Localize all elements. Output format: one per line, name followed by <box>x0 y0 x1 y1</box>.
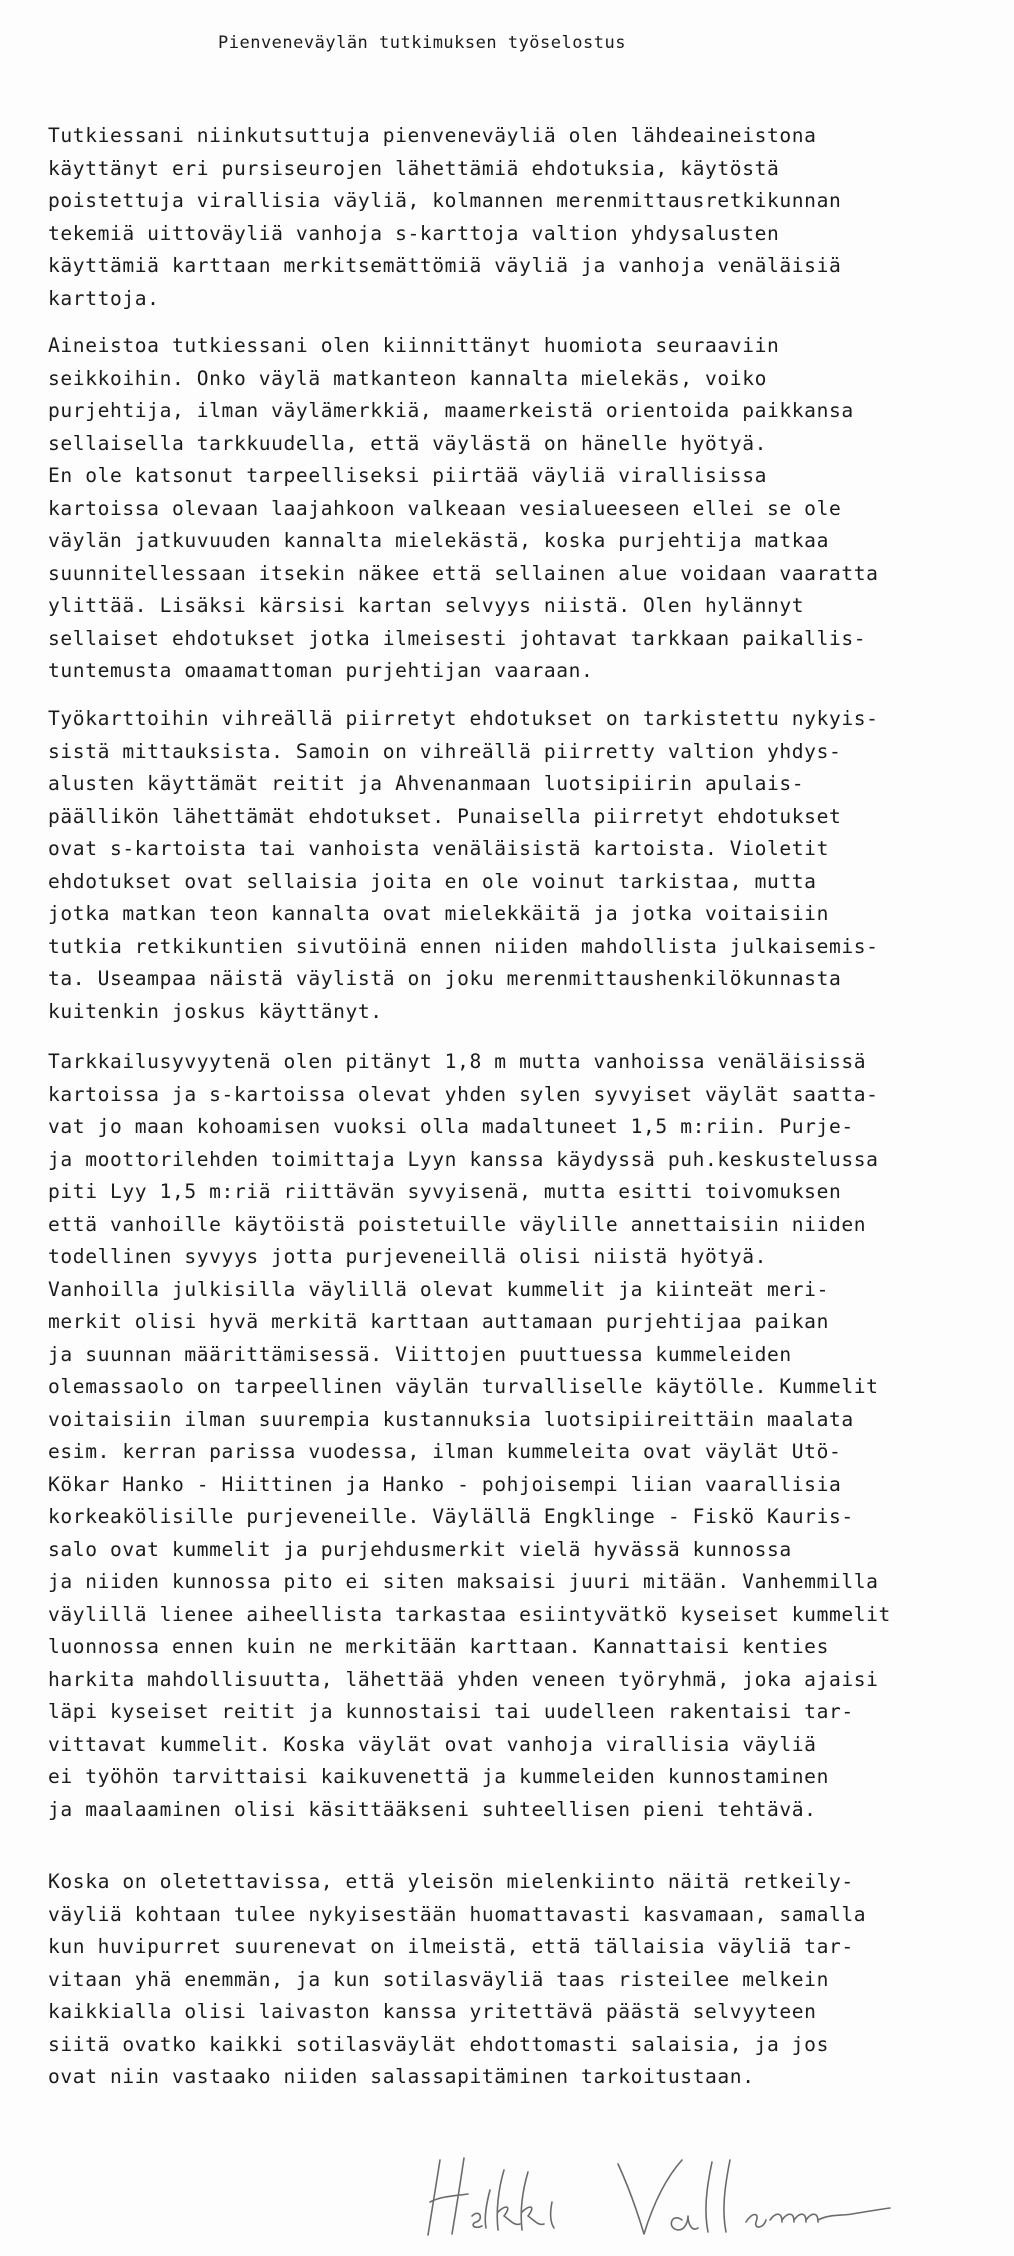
text-line: Koska on oletettavissa, että yleisön mielenkiinto näitä retkeily- <box>48 1870 854 1893</box>
text-line: tekemiä uittoväyliä vanhoja s-karttoja valtion yhdysalusten <box>48 221 780 245</box>
text-line: kartoissa olevaan laajahkoon valkeaan vesialueeseen ellei se ole <box>48 496 842 520</box>
text-line: Aineistoa tutkiessani olen kiinnittänyt huomiota seuraaviin <box>48 334 780 357</box>
text-line: läpi kyseiset reitit ja kunnostaisi tai uudelleen rakentaisi tar- <box>48 1700 854 1723</box>
text-line: väyliä kohtaan tulee nykyisestään huomattavasti kasvamaan, samalla <box>48 1902 867 1926</box>
text-line: ylittää. Lisäksi kärsisi kartan selvyys niistä. Olen hylännyt <box>48 594 805 617</box>
text-line: esim. kerran parissa vuodessa, ilman kummeleita ovat väylät Utö- <box>48 1440 842 1463</box>
text-line: sellaisella tarkkuudella, että väylästä on hänelle hyötyä. <box>48 431 767 455</box>
text-line: ei työhön tarvittaisi kaikuvenettä ja kummeleiden kunnostaminen <box>48 1765 829 1788</box>
text-line: käyttänyt eri pursiseurojen lähettämiä ehdotuksia, käytöstä <box>48 156 780 180</box>
text-line: luonnossa ennen kuin ne merkitään karttaan. Kannattaisi kenties <box>48 1635 829 1658</box>
text-line: alusten käyttämät reitit ja Ahvenanmaan luotsipiirin apulais- <box>48 772 805 795</box>
text-line: voitaisiin ilman suurempia kustannuksia luotsipiireittäin maalata <box>48 1407 854 1431</box>
text-line: Tutkiessani niinkutsuttuja pienveneväyliä olen lähdeaineistona <box>48 124 817 147</box>
text-line: suunnitellessaan itsekin näkee että sellainen alue voidaan vaaratta <box>48 561 879 585</box>
text-line: ta. Useampaa näistä väylistä on joku merenmittaushenkilökunnasta <box>48 967 842 990</box>
text-line: todellinen syvyys jotta purjeveneillä olisi niistä hyötyä. <box>48 1245 767 1268</box>
text-line: tuntemusta omaamattoman purjehtijan vaaraan. <box>48 659 594 682</box>
text-line: vat jo maan kohoamisen vuoksi olla madaltuneet 1,5 m:riin. Purje- <box>48 1115 854 1138</box>
text-line: kun huvipurret suurenevat on ilmeistä, että tällaisia väyliä tar- <box>48 1935 854 1958</box>
paragraph <box>48 703 879 1028</box>
text-line: olemassaolo on tarpeellinen väylän turvalliselle käytölle. Kummelit <box>48 1375 879 1398</box>
text-line: Tarkkailusyvyytenä olen pitänyt 1,8 m mutta vanhoissa venäläisissä <box>48 1050 867 1073</box>
text-line: kuitenkin joskus käyttänyt. <box>48 999 383 1023</box>
text-line: ja maalaaminen olisi käsittääkseni suhteellisen pieni tehtävä. <box>48 1797 817 1821</box>
text-line: väylän jatkuvuuden kannalta mielekästä, koska purjehtija matkaa <box>48 529 829 552</box>
text-line: käyttämiä karttaan merkitsemättömiä väyliä ja vanhoja venäläisiä <box>48 254 842 277</box>
text-line: ja niiden kunnossa pito ei siten maksaisi juuri mitään. Vanhemmilla <box>48 1570 879 1593</box>
paragraph <box>48 120 841 315</box>
text-line: piti Lyy 1,5 m:riä riittävän syvyisenä, mutta esitti toivomuksen <box>48 1180 842 1203</box>
text-line: Työkarttoihin vihreällä piirretyt ehdotukset on tarkistettu nykyis- <box>48 707 879 730</box>
text-line: Vanhoilla julkisilla väylillä olevat kummelit ja kiinteät meri- <box>48 1277 829 1301</box>
text-line: karttoja. <box>48 286 160 310</box>
handwritten-signature <box>420 2150 920 2240</box>
text-line: harkita mahdollisuutta, lähettää yhden veneen työryhmä, joka ajaisi <box>48 1667 879 1691</box>
text-line: purjehtija, ilman väylämerkkiä, maamerkeistä orientoida paikkansa <box>48 399 854 422</box>
text-line: että vanhoille käytöistä poistetuille väylille annettaisiin niiden <box>48 1212 867 1236</box>
text-line: merkit olisi hyvä merkitä karttaan auttamaan purjehtijaa paikan <box>48 1310 829 1333</box>
text-line: vittavat kummelit. Koska väylät ovat vanhoja virallisia väyliä <box>48 1732 817 1756</box>
text-line: ovat niin vastaako niiden salassapitäminen tarkoitustaan. <box>48 2065 755 2088</box>
text-line: ehdotukset ovat sellaisia joita en ole voinut tarkistaa, mutta <box>48 869 817 893</box>
text-line: jotka matkan teon kannalta ovat mielekkäitä ja jotka voitaisiin <box>48 902 829 925</box>
text-line: ja suunnan määrittämisessä. Viittojen puuttuessa kummeleiden <box>48 1342 792 1366</box>
text-line: sellaiset ehdotukset jotka ilmeisesti johtavat tarkkaan paikallis- <box>48 626 867 650</box>
paragraph <box>48 330 879 688</box>
text-line: vitaan yhä enemmän, ja kun sotilasväyliä taas risteilee melkein <box>48 1967 829 1991</box>
text-line: siitä ovatko kaikki sotilasväylät ehdottomasti salaisia, ja jos <box>48 2032 829 2056</box>
text-line: ovat s-kartoista tai vanhoista venäläisistä kartoista. Violetit <box>48 837 829 860</box>
text-line: kartoissa ja s-kartoissa olevat yhden sylen syvyiset väylät saatta- <box>48 1082 879 1106</box>
document-title: Pienveneväylän tutkimuksen työselostus <box>218 33 626 53</box>
paragraph <box>48 1046 891 1826</box>
text-line: väylillä lienee aiheellista tarkastaa esiintyvätkö kyseiset kummelit <box>48 1602 891 1626</box>
text-line: En ole katsonut tarpeelliseksi piirtää väyliä virallisissa <box>48 464 767 487</box>
text-line: seikkoihin. Onko väylä matkanteon kannalta mielekäs, voiko <box>48 366 767 390</box>
paragraph <box>48 1866 866 2094</box>
text-line: kaikkialla olisi laivaston kanssa yritettävä päästä selvyyteen <box>48 2000 817 2023</box>
text-line: sistä mittauksista. Samoin on vihreällä piirretty valtion yhdys- <box>48 739 842 763</box>
text-line: päällikön lähettämät ehdotukset. Punaisella piirretyt ehdotukset <box>48 804 842 828</box>
text-line: tutkia retkikuntien sivutöinä ennen niiden mahdollista julkaisemis- <box>48 934 879 958</box>
text-line: poistettuja virallisia väyliä, kolmannen merenmittausretkikunnan <box>48 189 842 212</box>
text-line: salo ovat kummelit ja purjehdusmerkit vielä hyvässä kunnossa <box>48 1537 792 1561</box>
text-line: ja moottorilehden toimittaja Lyyn kanssa käydyssä puh.keskustelussa <box>48 1147 879 1171</box>
text-line: Kökar Hanko - Hiittinen ja Hanko - pohjoisempi liian vaarallisia <box>48 1472 842 1496</box>
text-line: korkeakölisille purjeveneille. Väylällä Engklinge - Fiskö Kauris- <box>48 1505 854 1528</box>
